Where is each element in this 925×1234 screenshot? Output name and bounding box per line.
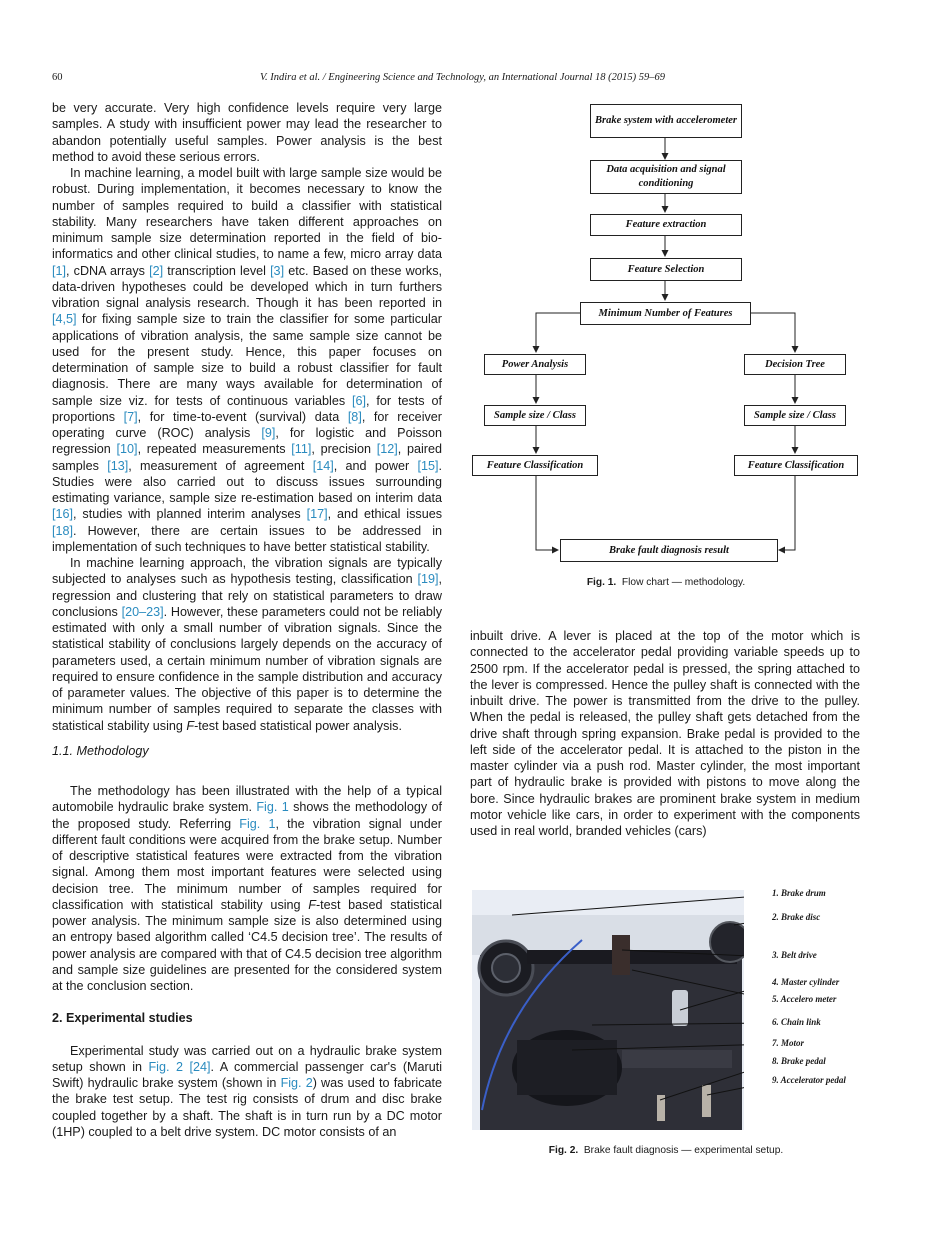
flow-node-decision-tree: Decision Tree [744,354,846,375]
brake-setup-photo [472,890,744,1130]
flow-node-feature-extraction: Feature extraction [590,214,742,236]
legend-item: 2. Brake disc [772,912,821,922]
citation-link[interactable]: [12] [376,442,398,457]
citation-link[interactable]: [1] [52,263,67,278]
citation-link[interactable]: [18] [52,523,74,538]
citation-link[interactable]: [17] [306,507,328,522]
paragraph: be very accurate. Very high confidence levels require very large samples. A study with insufficient power may lead the researcher to abandon potentially useful samples. Power analysis is the best method to avoid these serious errors. [52,101,442,164]
citation-link[interactable]: [8] [347,409,362,424]
flow-node-sample-size-left: Sample size / Class [484,405,586,426]
flow-node-sample-size-right: Sample size / Class [744,405,846,426]
citation-link[interactable]: [10] [116,442,138,457]
citation-link[interactable]: [14] [312,458,334,473]
flow-node-minimum-features: Minimum Number of Features [580,302,751,325]
flow-node-feature-classification-left: Feature Classification [472,455,598,476]
legend-item: 4. Master cylinder [772,977,840,987]
figure2-caption: Fig. 2. Brake fault diagnosis — experimental setup. [548,1145,784,1156]
paragraph: inbuilt drive. A lever is placed at the top of the motor which is connected to the accelerator pedal providing variable speeds up to 2500 rpm. If the accelerator pedal is pressed, the spring attached to the lever is compressed. Hence the pulley shaft is connected with the inbuilt drive. The power is transmitted from the drive to the pulley. When the pedal is released, the pulley shaft gets detached from the drive shaft through spring expansion. Brake pedal is provided to the left side of the accelerator pedal. It is attached to the piston in the master cylinder via a push rod. Master cylinder, the most important part of hydraulic brake is provided with pistons to move along the bore. Since hydraulic brakes are prominent brake system in medium motor vehicle like cars, in order to experiment with the components used in real world, branded vehicles (cars) [470,629,860,838]
page-number: 60 [52,72,63,83]
running-header [0,72,925,88]
legend-item: 3. Belt drive [772,950,817,960]
left-column [52,100,442,1140]
legend-item: 9. Accelerator pedal [772,1075,846,1085]
legend-item: 1. Brake drum [772,888,826,898]
legend-item: 6. Chain link [772,1017,821,1027]
citation-link[interactable]: [6] [352,393,367,408]
flow-node-brake-system: Brake system with accelerometer [590,104,742,138]
flow-node-feature-selection: Feature Selection [590,258,742,281]
figure1-caption: Fig. 1. Flow chart — methodology. [586,577,746,588]
paragraph: Experimental study was carried out on a hydraulic brake system setup shown in Fig. 2 [24]. A commercial passenger car's (Maruti Swift) hydraulic brake system (shown in Fig. 2) was used to fabricate the brake test setup. The test rig consists of drum and disc brake coupled together by a shaft. The shaft is in turn run by a DC motor (1HP) coupled to a belt drive system. DC motor consists of an [52,1043,443,1139]
flow-node-power-analysis: Power Analysis [484,354,586,375]
journal-citation: V. Indira et al. / Engineering Science and Technology, an International Journal 18 (2015) 59–69 [259,72,666,83]
citation-link[interactable]: [2] [149,263,164,278]
citation-link[interactable]: [13] [107,458,129,473]
citation-link[interactable]: [19] [417,572,439,587]
legend-item: 7. Motor [772,1038,805,1048]
citation-link[interactable]: [24] [189,1059,211,1074]
citation-link[interactable]: [3] [270,263,285,278]
citation-link[interactable]: [7] [123,409,138,424]
citation-link[interactable]: [16] [52,507,74,522]
figure-link[interactable]: Fig. 2 [280,1076,313,1090]
citation-link[interactable]: [15] [417,458,439,473]
right-column [470,628,860,839]
figure-link[interactable]: Fig. 1 [239,816,276,831]
section-heading: 2. Experimental studies [52,1011,193,1026]
paragraph: The methodology has been illustrated with the help of a typical automobile hydraulic brake system. Fig. 1 shows the methodology of the proposed study. Referring Fig. 1, the vibration signal under different fault conditions were acquired from the brake setup. Number of descriptive statistical features were extracted from the vibration signal. Among them most important features were selected using decision tree. The minimum number of samples required for classification with statistical stability using F-test based statistical power analysis. The minimum sample size is also determined using an entropy based algorithm called ‘C4.5 decision tree’. The results of power analysis are compared with that of C4.5 decision tree algorithm and sample size guidelines are presented for the considered system at the conclusion section. [52,784,443,993]
citation-link[interactable]: [9] [261,426,276,440]
subsection-heading: 1.1. Methodology [52,743,149,758]
figure-link[interactable]: Fig. 1 [256,800,289,815]
paragraph: In machine learning approach, the vibration signals are typically subjected to analyses such as hypothesis testing, classification [19], regression and clustering that rely on statistical parameters to draw conclusions [20–23]. However, these parameters could not be reliably estimated with only a small number of vibration signals. Since the statistical stability of conclusions largely depends on the accuracy of parameters used, a certain minimum number of vibration signals are required to ensure confidence in the sample distribution and accuracy of parameter values. The objective of this paper is to determine the minimum number of samples required to separate the classes with statistical stability using F-test based statistical power analysis. [52,556,442,733]
flow-node-feature-classification-right: Feature Classification [734,455,858,476]
citation-link[interactable]: [11] [291,442,312,457]
legend-item: 5. Accelero meter [772,994,837,1004]
paragraph: In machine learning, a model built with large sample size would be robust. During implementation, it becomes necessary to know the number of samples required to build a classifier with statistical stability. Many researchers have taken different approaches on minimum sample size determination reported in the field of bio-informatics and other clinical studies, to name a few, micro array data [1], cDNA arrays [2] transcription level [3] etc. Based on these works, data-driven hypotheses could be developed which in turn furthers vibration signal analysis research. Though it has been reported in [4,5] for fixing sample size to train the classifier for some particular applications of vibration analysis, the same sample size cannot be used for the present study. Hence, this paper focuses on determination of sample size to build a robust classifier for fault diagnosis. There are many ways available for determination of sample size viz. for tests of continuous variables [6], for tests of proportions [7], for time-to-event (survival) data [8], for receiver operating curve (ROC) analysis [9], for logistic and Poisson regression [10], repeated measurements [11], precision [12], paired samples [13], measurement of agreement [14], and power [15]. Studies were also carried out to discuss issues surrounding estimating variance, sample size re-estimation based on interim data [16], studies with planned interim analyses [17], and ethical issues [18]. However, there are certain issues to be addressed in implementation of such techniques to have better statistical stability. [52,166,442,554]
flowchart-figure [470,98,870,568]
figure-link[interactable]: Fig. 2 [148,1059,183,1074]
flow-node-data-acquisition: Data acquisition and signal conditioning [590,160,742,194]
citation-link[interactable]: [20–23] [121,604,164,619]
flow-node-diagnosis-result: Brake fault diagnosis result [560,539,778,562]
citation-link[interactable]: [4,5] [52,312,77,327]
legend-item: 8. Brake pedal [772,1056,826,1066]
